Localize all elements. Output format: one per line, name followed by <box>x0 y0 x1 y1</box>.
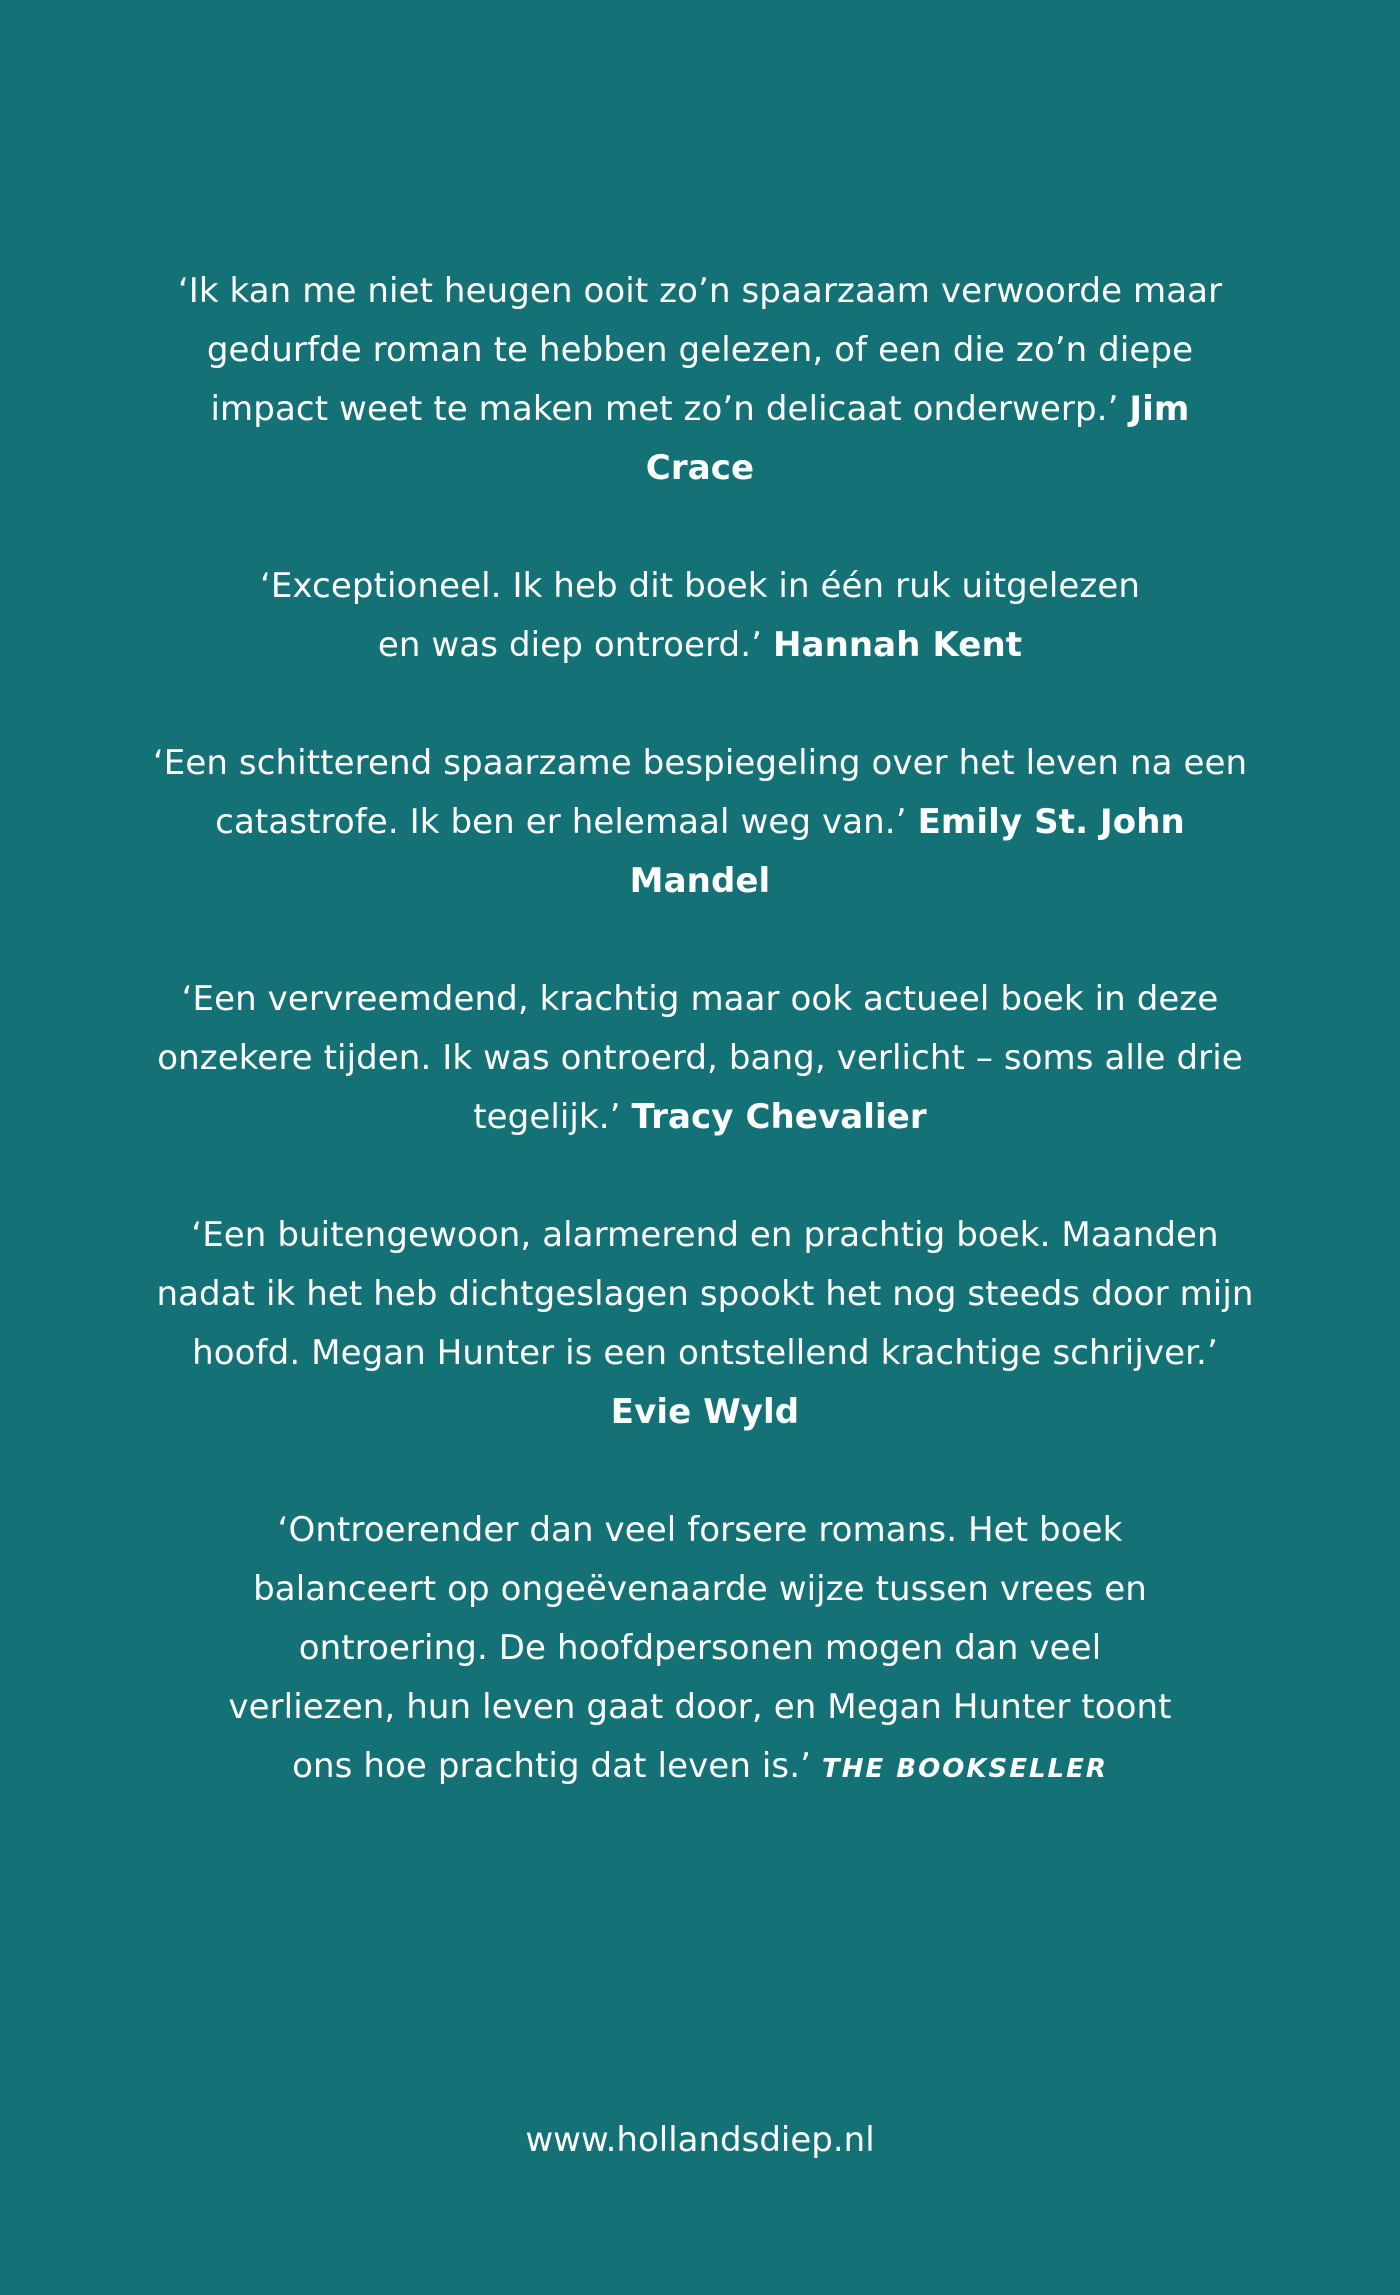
quote-author: Jim Crace <box>645 389 1190 488</box>
quote-author: Emily St. John Mandel <box>629 802 1185 901</box>
review-quote-emily-st-john-mandel <box>150 734 1250 911</box>
review-quote-hannah-kent <box>250 557 1150 675</box>
quote-author: THE BOOKSELLER <box>821 1754 1108 1784</box>
review-quote-the-bookseller <box>210 1501 1190 1799</box>
quote-author: Evie Wyld <box>610 1392 800 1432</box>
quote-text: ‘Ik kan me niet heugen ooit zo’n spaarzaam verwoorde maar gedurfde roman te hebben gelezen, of een die zo’n diepe impact weet te maken met zo’n delicaat onderwerp.’ <box>177 271 1223 429</box>
publisher-website: www.hollandsdiep.nl <box>525 2120 875 2160</box>
quote-author: Hannah Kent <box>772 625 1023 665</box>
review-quotes <box>150 262 1254 1858</box>
quote-text: ‘Een schitterend spaarzame bespiegeling over het leven na een catastrofe. Ik ben er helemaal weg van.’ <box>152 743 1248 842</box>
review-quote-tracy-chevalier <box>150 970 1250 1147</box>
quote-text: ‘Ontroerender dan veel forsere romans. Het boek balanceert op ongeëvenaarde wijze tussen vrees en ontroering. De hoofdpersonen mogen dan veel verliezen, hun leven gaat door, en Megan Hunter toont ons hoe prachtig dat leven is.’ <box>228 1510 1172 1786</box>
quote-text: ‘Exceptioneel. Ik heb dit boek in één ruk uitgelezen en was diep ontroerd.’ <box>259 566 1141 665</box>
review-quote-evie-wyld <box>150 1206 1260 1442</box>
review-quote-jim-crace <box>160 262 1240 498</box>
quote-text: ‘Een buitengewoon, alarmerend en prachtig boek. Maanden nadat ik het heb dichtgeslagen spookt het nog steeds door mijn hoofd. Megan Hunter is een ontstellend krachtige schrijver.’ <box>156 1215 1254 1373</box>
quote-text: ‘Een vervreemdend, krachtig maar ook actueel boek in deze onzekere tijden. Ik was ontroerd, bang, verlicht – soms alle drie tegelijk.’ <box>157 979 1243 1137</box>
quote-author: Tracy Chevalier <box>631 1097 927 1137</box>
